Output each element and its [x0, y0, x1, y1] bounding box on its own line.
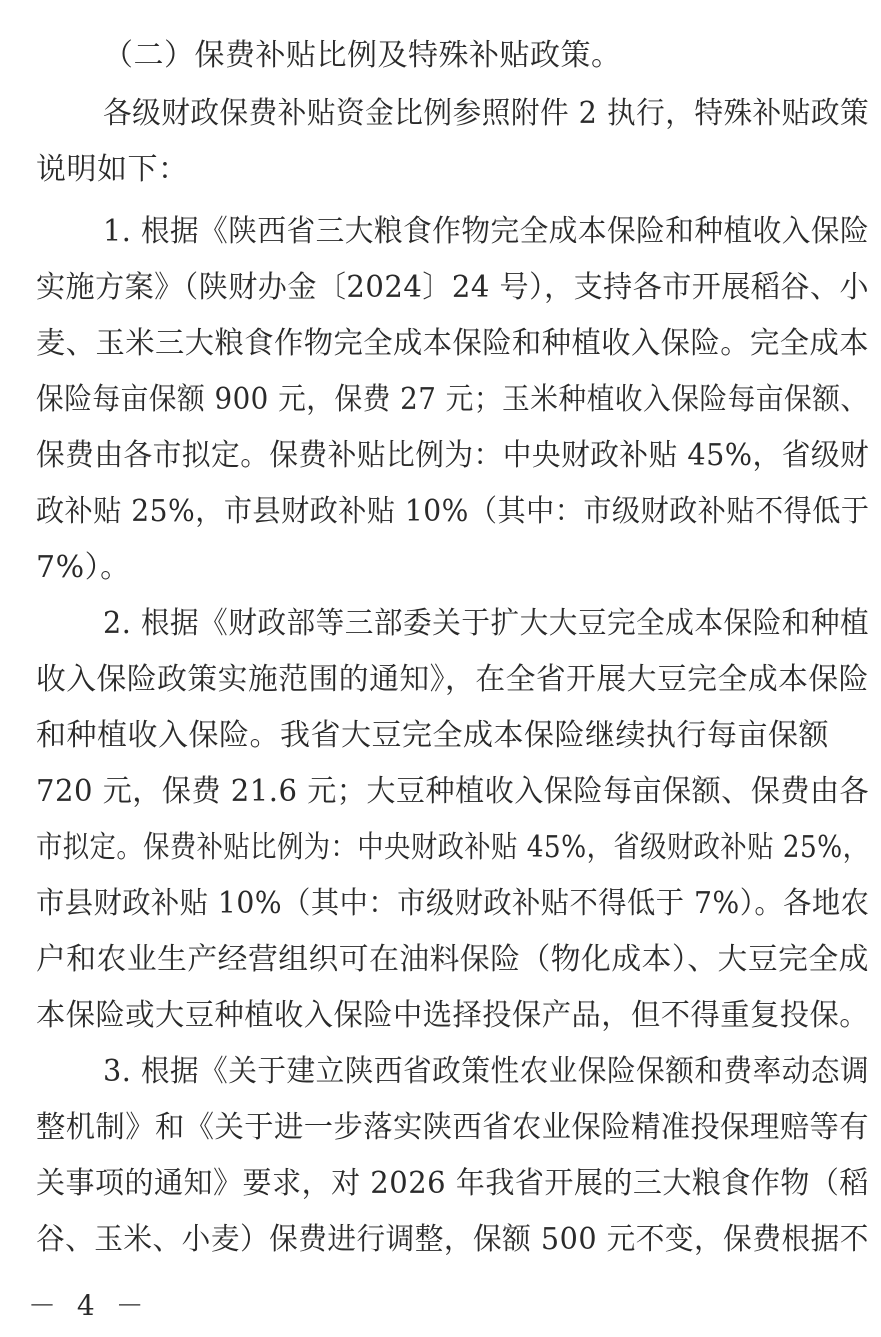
- item1-line: 1. 根据《陕西省三大粮食作物完全成本保险和种植收入保险: [103, 214, 870, 249]
- item3-line: 谷、玉米、小麦）保费进行调整，保额 500 元不变，保费根据不: [36, 1222, 869, 1257]
- intro-line: 说明如下：: [36, 152, 189, 187]
- item2-line: 收入保险政策实施范围的通知》，在全省开展大豆完全成本保险: [36, 662, 869, 697]
- item2-line: 市县财政补贴 10%（其中：市级财政补贴不得低于 7%）。各地农: [36, 886, 870, 921]
- item2-line: 2. 根据《财政部等三部委关于扩大大豆完全成本保险和种植: [103, 606, 870, 641]
- item2-line: 和种植收入保险。我省大豆完全成本保险继续执行每亩保额: [36, 718, 829, 753]
- item1-line: 实施方案》（陕财办金〔2024〕24 号），支持各市开展稻谷、小: [36, 270, 870, 305]
- page-number: － 4 －: [28, 1289, 150, 1322]
- section-heading: （二）保费补贴比例及特殊补贴政策。: [103, 38, 622, 73]
- item2-line: 本保险或大豆种植收入保险中选择投保产品，但不得重复投保。: [36, 998, 869, 1033]
- item2-line: 720 元，保费 21.6 元；大豆种植收入保险每亩保额、保费由各: [36, 774, 870, 809]
- item1-line: 保费由各市拟定。保费补贴比例为：中央财政补贴 45%，省级财: [36, 438, 870, 473]
- item1-line: 政补贴 25%，市县财政补贴 10%（其中：市级财政补贴不得低于: [36, 494, 870, 529]
- item3-line: 整机制》和《关于进一步落实陕西省农业保险精准投保理赔等有: [36, 1110, 869, 1145]
- item2-line: 户和农业生产经营组织可在油料保险（物化成本）、大豆完全成: [36, 942, 869, 977]
- intro-line: 各级财政保费补贴资金比例参照附件 2 执行，特殊补贴政策: [103, 96, 870, 131]
- item3-line: 关事项的通知》要求，对 2026 年我省开展的三大粮食作物（稻: [36, 1166, 869, 1201]
- item3-line: 3. 根据《关于建立陕西省政策性农业保险保额和费率动态调: [103, 1054, 870, 1089]
- item1-line: 麦、玉米三大粮食作物完全成本保险和种植收入保险。完全成本: [36, 326, 869, 361]
- item2-line: 市拟定。保费补贴比例为：中央财政补贴 45%，省级财政补贴 25%，: [36, 830, 870, 865]
- item1-line: 7%）。: [36, 550, 131, 585]
- item1-line: 保险每亩保额 900 元，保费 27 元；玉米种植收入保险每亩保额、: [36, 382, 869, 417]
